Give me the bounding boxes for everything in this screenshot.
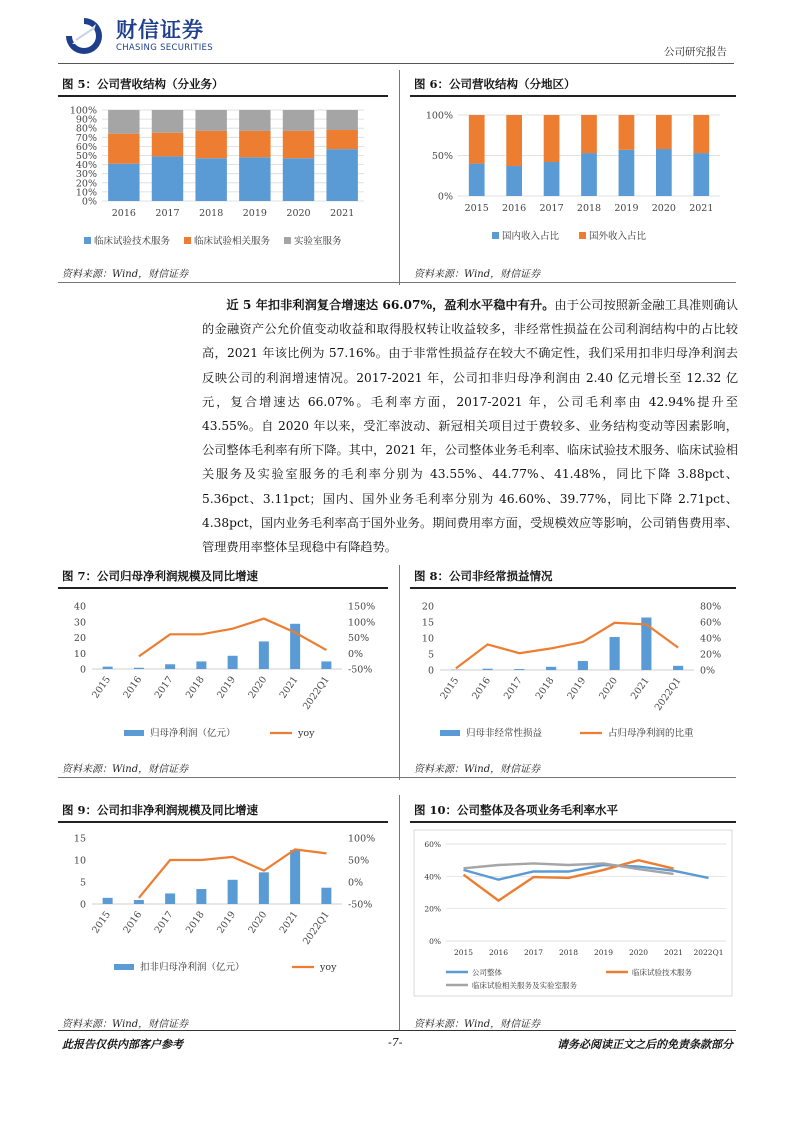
fig7-ytick-left: 20 [73, 633, 86, 644]
fig6-bar-2015-s1 [469, 115, 485, 164]
fig7-bar-2015 [103, 667, 113, 669]
fig8-xtick-label: 2021 [628, 675, 652, 702]
fig7-bar-2022Q1 [321, 661, 331, 669]
fig9-bar-2022Q1 [321, 888, 331, 904]
fig7-chart [58, 592, 388, 752]
footer-notice: 请务必阅读正文之后的免责条款部分 [557, 1038, 733, 1051]
fig7-ytick-right: -50% [348, 664, 373, 676]
fig9-ytick-right: 50% [348, 855, 370, 867]
fig5-bar-2021-s2 [326, 110, 357, 130]
fig6-bar-2015-s0 [469, 164, 485, 196]
fig7-ytick-left: 10 [73, 648, 86, 660]
fig10-title: 图 10：公司整体及各项业务毛利率水平 [414, 803, 619, 817]
fig7-bar-2018 [196, 661, 206, 669]
fig10-xtick-label: 2019 [593, 948, 614, 957]
fig5-bar-2018-s1 [195, 131, 226, 158]
fig7-ytick-left: 30 [73, 617, 86, 629]
fig6-xtick-label: 2016 [502, 203, 527, 214]
fig8-xtick-label: 2020 [597, 675, 621, 702]
fig6-bar-2021-s1 [693, 115, 709, 153]
fig5-legend-swatch [284, 237, 291, 244]
fig5-xtick-label: 2017 [155, 208, 180, 219]
fig8-bar-2017 [514, 669, 524, 670]
fig9-bar-2021 [290, 850, 300, 904]
fig9-xtick-label: 2020 [246, 909, 270, 936]
fig5-source: 资料来源：Wind，财信证券 [62, 269, 189, 280]
fig7-ytick-left: 40 [73, 601, 86, 613]
fig5-legend-swatch [84, 237, 91, 244]
fig7-xtick-label: 2019 [215, 674, 239, 701]
fig7-xtick-label: 2017 [152, 674, 176, 701]
fig5-chart [58, 98, 388, 258]
fig9-ytick-left: 10 [73, 855, 86, 867]
fig9-xtick-label: 2017 [152, 909, 176, 936]
page-number: -7- [388, 1036, 403, 1049]
fig5-ytick-label: 20% [75, 178, 97, 190]
column-divider-3 [399, 795, 400, 1030]
column-divider-2 [399, 565, 400, 780]
fig6-bar-2021-s0 [693, 153, 709, 196]
fig5-bar-2016-s0 [108, 164, 139, 201]
fig5-ytick-label: 90% [75, 114, 97, 126]
fig5-bar-2018-s2 [195, 110, 226, 131]
fig9-bar-2016 [134, 900, 144, 904]
fig5-ytick-label: 0% [81, 196, 97, 208]
fig5-xtick-label: 2016 [111, 208, 136, 219]
fig9-ytick-right: -50% [348, 899, 373, 911]
document-type: 公司研究报告 [664, 46, 727, 58]
fig9-xtick-label: 2021 [277, 909, 301, 936]
fig5-bar-2020-s2 [283, 110, 314, 131]
fig5-xtick-label: 2018 [199, 208, 224, 219]
fig10-xtick-label: 2017 [523, 948, 544, 957]
fig5-title: 图 5：公司营收结构（分业务） [62, 77, 224, 91]
fig10-xtick-label: 2016 [488, 948, 509, 957]
fig7-legend-bar-label: 归母净利润（亿元） [150, 728, 236, 739]
fig5-title-rule [58, 95, 388, 97]
fig8-title: 图 8：公司非经常损益情况 [414, 569, 553, 583]
fig6-xtick-label: 2018 [576, 203, 602, 214]
fig5-ytick-label: 30% [75, 169, 97, 181]
footer-rule [58, 1030, 736, 1031]
fig5-legend-label: 实验室服务 [294, 236, 342, 247]
fig10-ytick-label: 20% [424, 904, 441, 914]
fig6-bar-2016-s1 [506, 115, 522, 166]
fig9-bar-2020 [259, 872, 269, 904]
fig9-xtick-label: 2018 [183, 909, 207, 936]
header-rule [58, 63, 734, 64]
fig9-xtick-label: 2015 [90, 909, 114, 936]
fig7-xtick-label: 2022Q1 [301, 674, 332, 712]
fig9-source: 资料来源：Wind，财信证券 [62, 1019, 189, 1030]
fig10-legend-label: 临床试验相关服务及实验室服务 [472, 981, 577, 990]
fig7-legend-bar-swatch [124, 730, 144, 736]
fig7-ytick-right: 0% [348, 648, 364, 660]
fig5-bar-2018-s0 [195, 158, 226, 201]
fig5-bar-2016-s2 [108, 110, 139, 134]
fig6-xtick-label: 2019 [614, 203, 639, 214]
fig5-bar-2017-s2 [152, 110, 183, 133]
analysis-paragraph [202, 293, 738, 559]
fig6-bar-2016-s0 [506, 166, 522, 196]
fig5-xtick-label: 2019 [242, 208, 267, 219]
fig5-ytick-label: 10% [75, 187, 97, 199]
fig8-xtick-label: 2019 [565, 675, 589, 702]
fig7-xtick-label: 2016 [121, 674, 145, 701]
fig9-title: 图 9：公司扣非净利润规模及同比增速 [62, 803, 259, 817]
fig8-ytick-right: 40% [700, 633, 722, 645]
fig9-xtick-label: 2019 [215, 909, 239, 936]
fig7-xtick-label: 2021 [277, 674, 301, 701]
fig8-bar-2022Q1 [673, 666, 683, 670]
fig7-xtick-label: 2018 [183, 674, 207, 701]
fig9-ytick-right: 0% [348, 877, 364, 889]
fig7-bar-2017 [165, 664, 175, 669]
footer-disclaimer: 此报告仅供内部客户参考 [62, 1038, 183, 1051]
fig6-bar-2017-s0 [544, 162, 560, 196]
fig8-ytick-right: 80% [700, 601, 722, 613]
fig7-bar-2016 [134, 668, 144, 669]
fig6-legend-swatch [579, 232, 586, 239]
fig8-ytick-right: 20% [700, 649, 722, 661]
fig9-title-rule [58, 821, 388, 823]
paragraph-lead: 近 5 年扣非利润复合增速达 66.07%，盈利水平稳中有升。 [226, 298, 555, 312]
fig9-legend-bar-swatch [114, 964, 134, 970]
fig6-ytick-label: 100% [425, 110, 453, 122]
fig7-bar-2020 [259, 641, 269, 669]
column-divider-1 [399, 70, 400, 285]
fig10-chart [410, 826, 736, 1001]
fig6-title-rule [410, 95, 736, 97]
company-logo-icon [62, 14, 106, 58]
fig7-ytick-right: 150% [348, 601, 376, 613]
fig10-xtick-label: 2022Q1 [693, 948, 724, 957]
fig8-ytick-right: 60% [700, 617, 722, 629]
fig6-bar-2020-s1 [656, 115, 672, 149]
fig9-bar-2018 [196, 889, 206, 904]
fig9-chart [58, 826, 388, 986]
fig5-bar-2017-s1 [152, 133, 183, 157]
fig6-source: 资料来源：Wind，财信证券 [414, 269, 541, 280]
fig5-ytick-label: 40% [75, 160, 97, 172]
fig7-bar-2019 [228, 656, 238, 669]
fig5-bar-2019-s1 [239, 131, 270, 157]
fig10-ytick-label: 60% [424, 840, 441, 849]
fig5-legend-label: 临床试验技术服务 [94, 236, 171, 247]
fig6-bar-2017-s1 [544, 115, 560, 162]
fig6-chart [410, 98, 736, 258]
fig8-ytick-right: 0% [700, 665, 716, 677]
fig8-ytick-left: 0 [427, 665, 434, 677]
fig6-xtick-label: 2020 [651, 203, 676, 214]
fig7-ytick-right: 50% [348, 633, 370, 644]
fig8-bar-2016 [483, 669, 493, 670]
fig7-title: 图 7：公司归母净利润规模及同比增速 [62, 569, 259, 583]
fig8-xtick-label: 2015 [438, 675, 462, 702]
fig5-bar-2019-s0 [239, 157, 270, 201]
fig8-bar-2019 [578, 661, 588, 670]
fig7-title-rule [58, 587, 388, 589]
fig8-ytick-left: 5 [427, 649, 434, 661]
fig9-bar-2019 [228, 880, 238, 904]
fig7-source: 资料来源：Wind，财信证券 [62, 764, 189, 775]
fig7-xtick-label: 2015 [90, 674, 114, 701]
fig8-ytick-left: 15 [421, 617, 434, 629]
fig6-legend-label: 国内收入占比 [502, 231, 560, 242]
fig9-bar-2017 [165, 893, 175, 904]
fig5-ytick-label: 100% [69, 105, 97, 117]
fig9-xtick-label: 2022Q1 [301, 909, 332, 947]
fig10-ytick-label: 40% [424, 872, 441, 882]
fig9-xtick-label: 2016 [121, 909, 145, 936]
fig5-bar-2020-s0 [283, 158, 314, 201]
fig5-bar-2020-s1 [283, 131, 314, 158]
fig5-bar-2017-s0 [152, 156, 183, 201]
fig8-legend-bar-label: 归母非经常性损益 [466, 728, 543, 739]
fig8-xtick-label: 2016 [470, 675, 494, 702]
fig7-ytick-right: 100% [348, 617, 376, 629]
divider-top [58, 282, 736, 283]
fig7-ytick-left: 0 [79, 664, 86, 676]
fig10-legend-label: 公司整体 [472, 968, 502, 977]
divider-mid [58, 777, 736, 778]
fig6-ytick-label: 50% [431, 151, 453, 162]
logo-english-name: CHASING SECURITIES [116, 43, 213, 53]
fig6-bar-2018-s0 [581, 153, 597, 196]
fig8-xtick-label: 2017 [501, 675, 525, 702]
fig7-xtick-label: 2020 [246, 674, 270, 701]
fig8-chart [410, 592, 736, 752]
fig8-xtick-label: 2018 [533, 675, 557, 702]
fig10-legend-label: 临床试验技术服务 [632, 968, 692, 977]
fig6-title: 图 6：公司营收结构（分地区） [414, 77, 576, 91]
fig6-bar-2018-s1 [581, 115, 597, 153]
fig5-ytick-label: 70% [75, 132, 97, 144]
fig8-ytick-left: 20 [421, 601, 434, 613]
fig10-xtick-label: 2020 [628, 948, 649, 957]
fig5-bar-2021-s1 [326, 130, 357, 149]
logo-chinese-name: 财信证券 [116, 18, 204, 42]
fig10-ytick-label: 0% [429, 937, 441, 946]
fig5-ytick-label: 80% [75, 123, 97, 135]
fig6-xtick-label: 2021 [689, 203, 714, 214]
fig10-xtick-label: 2021 [663, 948, 684, 957]
fig5-legend-swatch [184, 237, 191, 244]
fig8-source: 资料来源：Wind，财信证券 [414, 764, 541, 775]
fig8-legend-line-label: 占归母净利润的比重 [608, 728, 694, 739]
fig5-bar-2021-s0 [326, 149, 357, 201]
fig10-xtick-label: 2018 [558, 948, 579, 957]
fig9-legend-line-label: yoy [320, 962, 337, 973]
fig6-bar-2020-s0 [656, 149, 672, 196]
fig6-bar-2019-s0 [619, 150, 635, 196]
fig10-xtick-label: 2015 [453, 948, 474, 957]
fig5-legend-label: 临床试验相关服务 [194, 236, 271, 247]
fig9-ytick-left: 5 [79, 877, 86, 889]
fig6-legend-swatch [492, 232, 499, 239]
fig6-ytick-label: 0% [437, 191, 453, 203]
fig5-ytick-label: 50% [75, 151, 97, 162]
fig10-title-rule [410, 821, 736, 823]
fig8-ytick-left: 10 [421, 633, 434, 645]
fig8-bar-2018 [546, 667, 556, 670]
fig6-xtick-label: 2017 [539, 203, 564, 214]
fig6-legend-label: 国外收入占比 [589, 231, 647, 242]
fig9-bar-2015 [103, 898, 113, 904]
paragraph-text: 由于公司按照新金融工具准则确认的金融资产公允价值变动收益和取得股权转让收益较多，非经常性损益在公司利润结构中的占比较高，2021 年该比例为 57.16%。由于非常性损益存在较大不确定性，我们采用扣非归母净利润去反映公司的利润增速情况。2017-2021 年，公司扣非归母净利润由 2.40 亿元增长至 12.32 亿元，复合增速达 66.07%。毛利率方面，2017-2021 年，公司毛利率由 42.94%提升至 43.55%。自 2020 年以来，受汇率波动、新冠相关项目过于费较多、业务结构变动等因素影响，公司整体毛利率有所下降。其中，2021 年，公司整体业务毛利率、临床试验技术服务、临床试验相关服务及实验室服务的毛利率分别为 43.55%、44.77%、41.48%，同比下降 3.88pct、5.36pct、3.11pct；国内、国外业务毛利率分别为 46.60%、39.77%，同比下降 2.71pct、4.38pct，国内业务毛利率高于国外业务。期间费用率方面，受规模效应等影响，公司销售费用率、管理费用率整体呈现稳中有降趋势。 [202, 298, 739, 555]
fig5-bar-2016-s1 [108, 134, 139, 164]
fig8-xtick-label: 2022Q1 [652, 675, 684, 713]
fig8-legend-bar-swatch [440, 730, 460, 736]
fig5-xtick-label: 2020 [286, 208, 311, 219]
fig6-xtick-label: 2015 [464, 203, 489, 214]
fig6-bar-2019-s1 [619, 115, 635, 150]
fig5-bar-2019-s2 [239, 110, 270, 131]
fig10-source: 资料来源：Wind，财信证券 [414, 1019, 541, 1030]
fig9-ytick-left: 0 [79, 899, 86, 911]
fig5-ytick-label: 60% [75, 141, 97, 153]
fig9-legend-bar-label: 扣非归母净利润（亿元） [140, 962, 245, 973]
fig8-bar-2020 [610, 637, 620, 670]
fig9-ytick-left: 15 [73, 833, 86, 845]
fig5-xtick-label: 2021 [330, 208, 355, 219]
fig8-title-rule [410, 587, 736, 589]
fig9-ytick-right: 100% [348, 833, 376, 845]
fig7-legend-line-label: yoy [298, 728, 315, 739]
